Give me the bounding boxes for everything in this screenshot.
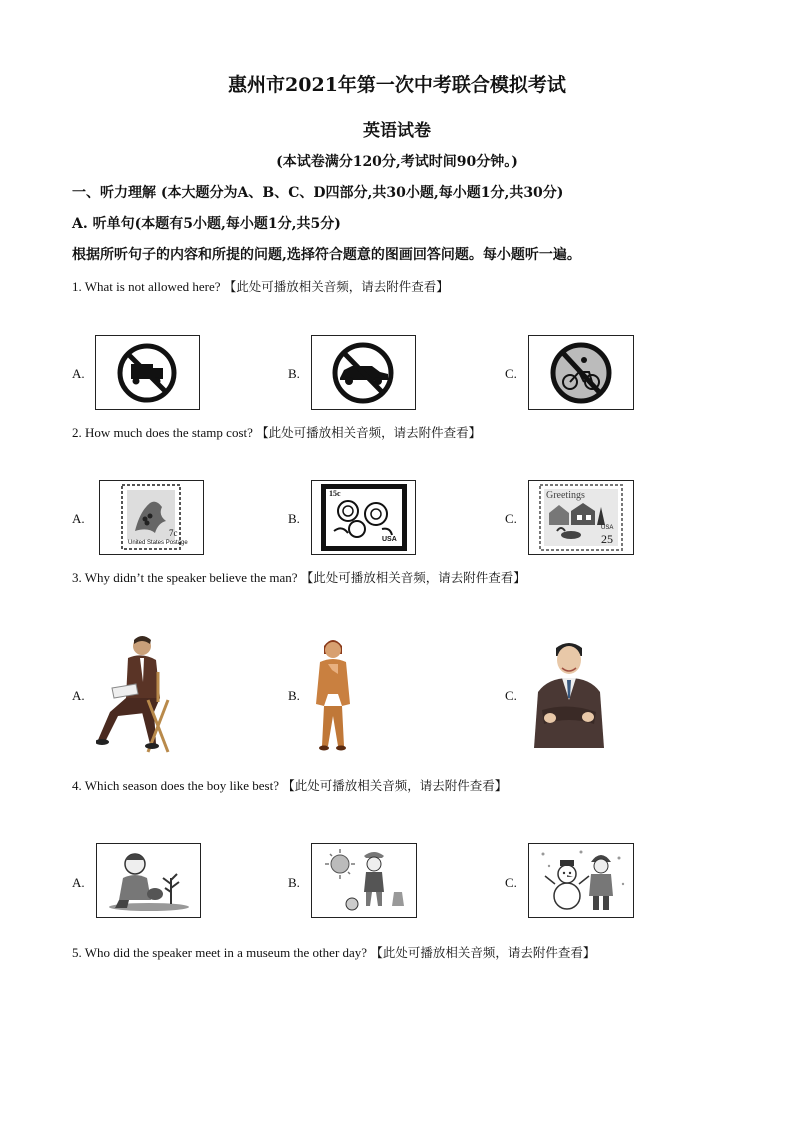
paper-note: (本试卷满分120分,考试时间90分钟。) bbox=[276, 154, 518, 170]
question-4 bbox=[72, 776, 507, 794]
audio-note: 【此处可播放相关音频，请去附件查看】 bbox=[282, 778, 508, 793]
instruction-text: 根据所听句子的内容和所提的问题,选择符合题意的图画回答问题。每小题听一遍。 bbox=[72, 247, 581, 263]
question-text: 4. Which season does the boy like best? bbox=[72, 778, 279, 793]
question-2 bbox=[72, 423, 481, 441]
question-text: 1. What is not allowed here? bbox=[72, 279, 221, 294]
option-letter: B. bbox=[288, 875, 300, 890]
question-text: 5. Who did the speaker meet in a museum the other day? bbox=[72, 945, 368, 960]
paper-subtitle: 英语试卷 bbox=[363, 121, 431, 141]
option-letter: A. bbox=[72, 875, 85, 890]
stamp-caption: Greetings bbox=[546, 490, 585, 501]
option-letter: B. bbox=[288, 688, 300, 703]
audio-note: 【此处可播放相关音频，请去附件查看】 bbox=[370, 945, 596, 960]
greetings-stamp-icon bbox=[528, 480, 634, 555]
question-1 bbox=[72, 277, 449, 295]
stamp-country: USA bbox=[601, 525, 614, 531]
no-car-sign-icon bbox=[311, 335, 416, 410]
option-letter: B. bbox=[288, 366, 300, 381]
option-letter: C. bbox=[505, 688, 517, 703]
summer-beach-icon bbox=[311, 843, 417, 918]
audio-note: 【此处可播放相关音频，请去附件查看】 bbox=[256, 425, 482, 440]
option-letter: C. bbox=[505, 511, 517, 526]
stamp-price: 7c bbox=[169, 528, 178, 538]
question-5 bbox=[72, 943, 595, 961]
stamp-price: 15c bbox=[329, 489, 341, 498]
stamp-price: 25 bbox=[601, 532, 613, 546]
option-letter: C. bbox=[505, 366, 517, 381]
arms-crossed-man-icon bbox=[528, 640, 610, 748]
audio-note: 【此处可播放相关音频，请去附件查看】 bbox=[300, 570, 526, 585]
stamp-label: United States Postage bbox=[128, 540, 188, 546]
winter-snowman-icon bbox=[528, 843, 634, 918]
audio-note: 【此处可播放相关音频，请去附件查看】 bbox=[223, 279, 449, 294]
option-letter: A. bbox=[72, 688, 85, 703]
rose-stamp-icon bbox=[311, 480, 416, 555]
option-letter: A. bbox=[72, 511, 85, 526]
option-letter: A. bbox=[72, 366, 85, 381]
question-text: 3. Why didn’t the speaker believe the man? bbox=[72, 570, 298, 585]
option-letter: C. bbox=[505, 875, 517, 890]
option-letter: B. bbox=[288, 511, 300, 526]
spring-planting-icon bbox=[96, 843, 201, 918]
seated-man-icon bbox=[96, 632, 176, 754]
section-heading: 一、听力理解 (本大题分为A、B、C、D四部分,共30小题,每小题1分,共30分) bbox=[72, 185, 564, 201]
no-truck-sign-icon bbox=[95, 335, 200, 410]
exam-title: 惠州市2021年第一次中考联合模拟考试 bbox=[228, 74, 566, 96]
holly-stamp-icon bbox=[99, 480, 204, 555]
part-a-heading: A. 听单句(本题有5小题,每小题1分,共5分) bbox=[72, 216, 341, 232]
question-text: 2. How much does the stamp cost? bbox=[72, 425, 253, 440]
stamp-country: USA bbox=[382, 536, 397, 543]
no-bicycle-sign-icon bbox=[528, 335, 634, 410]
thinking-man-icon bbox=[308, 634, 358, 752]
question-3 bbox=[72, 568, 526, 586]
